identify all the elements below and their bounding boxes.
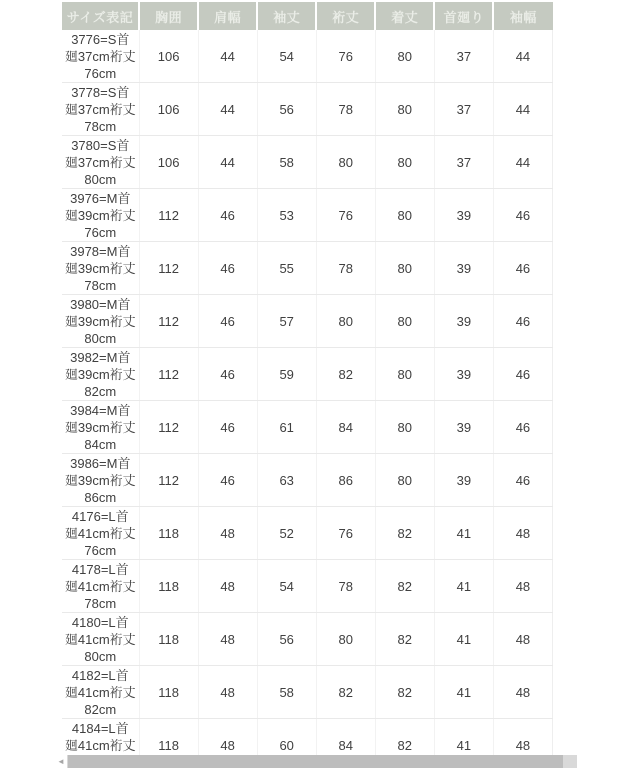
measurement-cell: 78 [316,242,375,295]
measurement-cell: 44 [198,83,257,136]
size-label-cell [62,666,139,719]
measurement-cell: 52 [257,507,316,560]
measurement-cell: 80 [375,189,434,242]
table-row [62,348,553,401]
measurement-cell: 86 [316,454,375,507]
measurement-cell: 37 [434,83,493,136]
measurement-cell: 46 [198,454,257,507]
measurement-cell: 44 [493,136,552,189]
column-header: 首廻り [434,2,493,30]
measurement-cell: 80 [316,613,375,666]
size-label-cell [62,560,139,613]
size-label-cell [62,454,139,507]
measurement-cell: 46 [493,348,552,401]
size-label-line: 3980=M首 [70,296,131,312]
measurement-cell: 82 [375,613,434,666]
measurement-cell: 46 [198,295,257,348]
measurement-cell: 80 [375,136,434,189]
measurement-cell: 48 [198,507,257,560]
size-label-cell [62,507,139,560]
size-label-line: 3982=M首 [70,349,131,365]
size-label-line: 78cm [84,118,117,134]
size-label-line: 廻39cm裄丈 [64,260,136,276]
measurement-cell: 48 [198,719,257,768]
measurement-cell: 48 [198,613,257,666]
size-label-line: 82cm [84,383,117,399]
measurement-cell: 118 [139,666,198,719]
measurement-cell: 48 [493,613,552,666]
measurement-cell: 118 [139,613,198,666]
measurement-cell: 44 [198,136,257,189]
measurement-cell: 84 [316,719,375,768]
size-label-line: 廻41cm裄丈 [64,525,136,541]
table-row [62,666,553,719]
measurement-cell: 39 [434,454,493,507]
size-label-line: 廻41cm裄丈 [64,578,136,594]
size-label-line: 80cm [84,330,117,346]
measurement-cell: 44 [198,30,257,83]
column-header: 着丈 [375,2,434,30]
column-header: 肩幅 [198,2,257,30]
measurement-cell: 56 [257,613,316,666]
table-row [62,613,553,666]
size-label-line: 3978=M首 [70,243,131,259]
measurement-cell: 118 [139,719,198,768]
measurement-cell: 112 [139,348,198,401]
measurement-cell: 54 [257,560,316,613]
size-label-line: 82cm [84,701,117,717]
measurement-cell: 78 [316,560,375,613]
measurement-cell: 46 [493,189,552,242]
size-label-line: 3984=M首 [70,402,131,418]
measurement-cell: 112 [139,189,198,242]
measurement-cell: 80 [375,30,434,83]
measurement-cell: 48 [198,666,257,719]
size-label-line: 76cm [84,542,117,558]
header-row [62,2,553,30]
measurement-cell: 46 [198,189,257,242]
measurement-cell: 41 [434,507,493,560]
scrollbar-thumb[interactable] [68,755,563,768]
measurement-cell: 39 [434,189,493,242]
table-row [62,136,553,189]
measurement-cell: 48 [198,560,257,613]
size-label-line: 廻39cm裄丈 [64,207,136,223]
measurement-cell: 80 [316,295,375,348]
size-label-line: 4182=L首 [71,667,129,683]
measurement-cell: 53 [257,189,316,242]
measurement-cell: 80 [375,401,434,454]
size-label-line: 78cm [84,277,117,293]
measurement-cell: 48 [493,560,552,613]
table-row [62,242,553,295]
measurement-cell: 55 [257,242,316,295]
measurement-cell: 37 [434,136,493,189]
measurement-cell: 46 [493,454,552,507]
table-row [62,30,553,83]
size-label-line: 4184=L首 [71,720,129,736]
column-header: 胸囲 [139,2,198,30]
size-chart-body [62,30,553,768]
size-label-line: 廻37cm裄丈 [64,48,136,64]
measurement-cell: 106 [139,83,198,136]
size-chart-table [62,2,553,768]
size-label-line: 廻39cm裄丈 [64,472,136,488]
measurement-cell: 57 [257,295,316,348]
size-label-line: 廻41cm裄丈 [64,631,136,647]
measurement-cell: 63 [257,454,316,507]
size-label-line: 4176=L首 [71,508,129,524]
measurement-cell: 37 [434,30,493,83]
size-label-line: 廻39cm裄丈 [64,366,136,382]
size-label-line: 3776=S首 [71,31,130,47]
measurement-cell: 56 [257,83,316,136]
measurement-cell: 48 [493,507,552,560]
size-label-cell [62,613,139,666]
measurement-cell: 80 [375,348,434,401]
measurement-cell: 46 [198,348,257,401]
size-chart-header [62,2,553,30]
measurement-cell: 112 [139,295,198,348]
horizontal-scrollbar[interactable] [55,755,577,768]
size-label-line: 4180=L首 [71,614,129,630]
measurement-cell: 76 [316,30,375,83]
column-header: 裄丈 [316,2,375,30]
measurement-cell: 54 [257,30,316,83]
table-row [62,83,553,136]
size-label-line: 80cm [84,648,117,664]
measurement-cell: 82 [375,560,434,613]
measurement-cell: 106 [139,136,198,189]
measurement-cell: 46 [493,242,552,295]
measurement-cell: 112 [139,401,198,454]
size-label-line: 廻37cm裄丈 [64,101,136,117]
measurement-cell: 112 [139,454,198,507]
size-label-line: 78cm [84,595,117,611]
measurement-cell: 112 [139,242,198,295]
size-label-line: 廻41cm裄丈 [64,737,136,753]
table-row [62,454,553,507]
measurement-cell: 46 [493,295,552,348]
measurement-cell: 39 [434,242,493,295]
size-label-line: 3976=M首 [70,190,131,206]
measurement-cell: 82 [316,666,375,719]
measurement-cell: 76 [316,507,375,560]
size-label-line: 84cm [84,436,117,452]
table-row [62,295,553,348]
measurement-cell: 41 [434,719,493,768]
measurement-cell: 48 [493,719,552,768]
table-row [62,507,553,560]
size-label-cell [62,295,139,348]
size-label-line: 3778=S首 [71,84,130,100]
size-label-line: 廻41cm裄丈 [64,684,136,700]
column-header: 袖丈 [257,2,316,30]
column-header: サイズ表記 [62,2,139,30]
measurement-cell: 46 [198,242,257,295]
measurement-cell: 80 [375,83,434,136]
measurement-cell: 78 [316,83,375,136]
measurement-cell: 41 [434,613,493,666]
measurement-cell: 48 [493,666,552,719]
measurement-cell: 80 [316,136,375,189]
size-label-line: 3780=S首 [71,137,130,153]
size-label-cell [62,83,139,136]
measurement-cell: 80 [375,295,434,348]
measurement-cell: 44 [493,83,552,136]
measurement-cell: 41 [434,560,493,613]
measurement-cell: 82 [375,507,434,560]
measurement-cell: 58 [257,136,316,189]
measurement-cell: 39 [434,295,493,348]
measurement-cell: 82 [375,666,434,719]
size-label-line: 廻39cm裄丈 [64,313,136,329]
measurement-cell: 84 [316,401,375,454]
size-label-line: 86cm [84,489,117,505]
table-row [62,189,553,242]
measurement-cell: 106 [139,30,198,83]
table-row [62,401,553,454]
size-label-line: 廻37cm裄丈 [64,154,136,170]
measurement-cell: 76 [316,189,375,242]
size-label-line: 廻39cm裄丈 [64,419,136,435]
measurement-cell: 82 [316,348,375,401]
measurement-cell: 82 [375,719,434,768]
measurement-cell: 118 [139,560,198,613]
size-label-cell [62,189,139,242]
size-label-cell [62,136,139,189]
measurement-cell: 80 [375,242,434,295]
size-label-line: 80cm [84,171,117,187]
size-label-cell [62,401,139,454]
measurement-cell: 118 [139,507,198,560]
size-label-line: 76cm [84,65,117,81]
measurement-cell: 60 [257,719,316,768]
measurement-cell: 80 [375,454,434,507]
size-label-line: 76cm [84,224,117,240]
measurement-cell: 39 [434,401,493,454]
measurement-cell: 41 [434,666,493,719]
size-label-cell [62,242,139,295]
size-label-cell [62,30,139,83]
measurement-cell: 59 [257,348,316,401]
size-label-cell [62,348,139,401]
measurement-cell: 39 [434,348,493,401]
size-label-line: 3986=M首 [70,455,131,471]
measurement-cell: 58 [257,666,316,719]
measurement-cell: 44 [493,30,552,83]
measurement-cell: 61 [257,401,316,454]
column-header: 袖幅 [493,2,552,30]
measurement-cell: 46 [493,401,552,454]
scroll-left-arrow-icon[interactable]: ◄ [55,755,67,768]
table-row [62,560,553,613]
measurement-cell: 46 [198,401,257,454]
size-label-line: 4178=L首 [71,561,129,577]
